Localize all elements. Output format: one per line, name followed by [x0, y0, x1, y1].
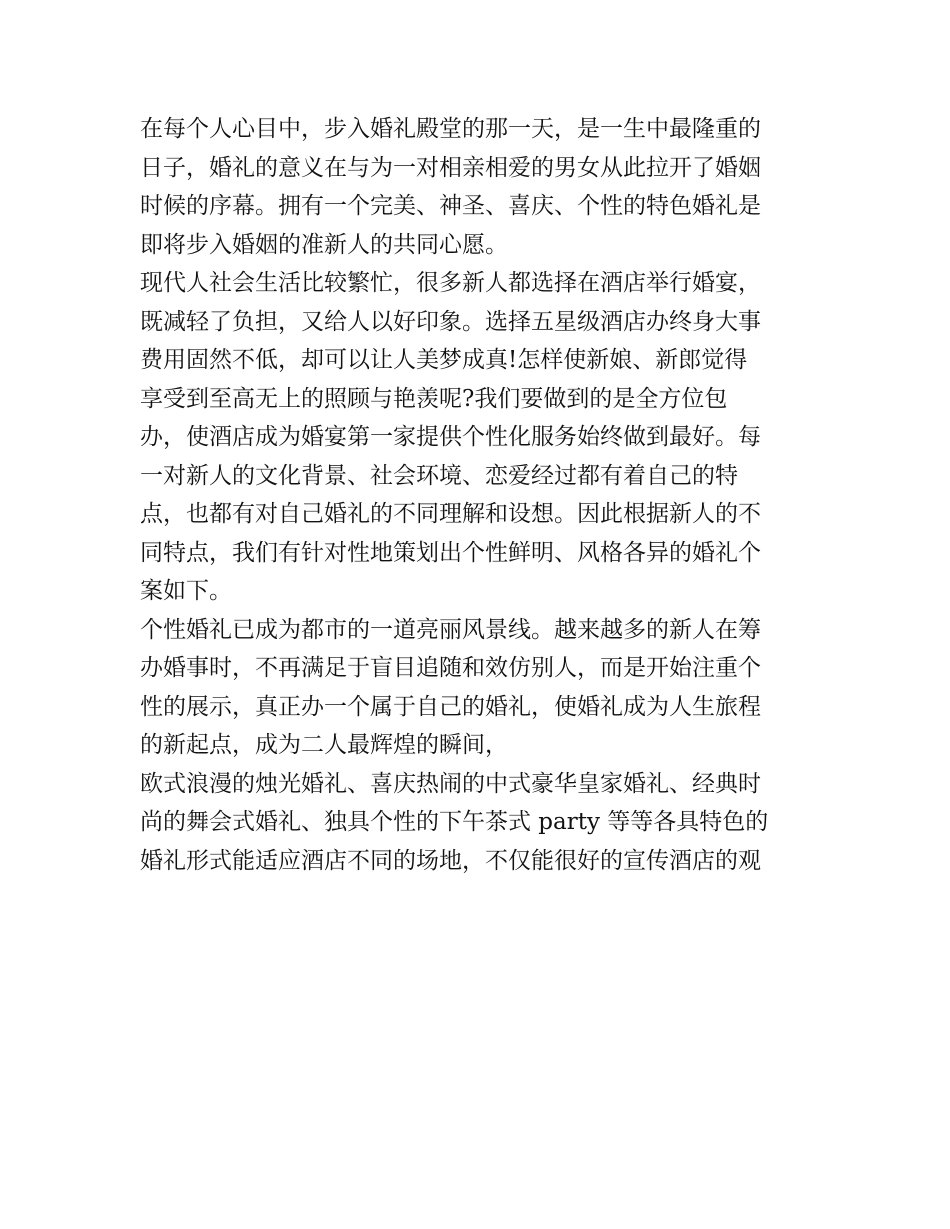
text-line: 个性婚礼已成为都市的一道亮丽风景线。越来越多的新人在筹 — [140, 616, 761, 643]
text-line: 性的展示，真正办一个属于自己的婚礼，使婚礼成为人生旅程 — [140, 693, 761, 720]
text-line: 点，也都有对自己婚礼的不同理解和设想。因此根据新人的不 — [140, 501, 761, 527]
text-line: 费用固然不低，却可以让人美梦成真!怎样使新娘、新郎觉得 — [140, 347, 748, 373]
document-body — [140, 110, 820, 880]
text-line: 婚礼形式能适应酒店不同的场地，不仅能很好的宣传酒店的观 — [140, 847, 761, 874]
text-line: 同特点，我们有针对性地策划出个性鲜明、风格各异的婚礼个 — [140, 539, 761, 566]
text-line: 欧式浪漫的烛光婚礼、喜庆热闹的中式豪华皇家婚礼、经典时 — [140, 770, 761, 797]
text-line: 办婚事时，不再满足于盲目追随和效仿别人，而是开始注重个 — [140, 655, 761, 681]
text-line: 办，使酒店成为婚宴第一家提供个性化服务始终做到最好。每 — [140, 424, 761, 450]
text-line: 的新起点，成为二人最辉煌的瞬间， — [140, 732, 508, 758]
text-line: 一对新人的文化背景、社会环境、恋爱经过都有着自己的特 — [140, 462, 738, 489]
paragraph-1 — [140, 110, 820, 264]
text-line: 案如下。 — [140, 578, 232, 604]
text-line: 现代人社会生活比较繁忙，很多新人都选择在酒店举行婚宴， — [140, 270, 761, 296]
text-line: 享受到至高无上的照顾与艳羡呢?我们要做到的是全方位包 — [140, 385, 728, 412]
text-line: 时候的序幕。拥有一个完美、神圣、喜庆、个性的特色婚礼是 — [140, 193, 761, 219]
text-line: 日子，婚礼的意义在与为一对相亲相爱的男女从此拉开了婚姻 — [140, 154, 761, 181]
text-line: 在每个人心目中，步入婚礼殿堂的那一天，是一生中最隆重的 — [140, 116, 761, 142]
paragraph-2 — [140, 264, 820, 611]
text-line: 即将步入婚姻的准新人的共同心愿。 — [140, 231, 508, 258]
paragraph-4 — [140, 765, 820, 881]
text-line: 既减轻了负担，又给人以好印象。选择五星级酒店办终身大事 — [140, 308, 761, 335]
text-line: 尚的舞会式婚礼、独具个性的下午茶式 party 等等各具特色的 — [140, 809, 769, 835]
paragraph-3 — [140, 611, 820, 765]
